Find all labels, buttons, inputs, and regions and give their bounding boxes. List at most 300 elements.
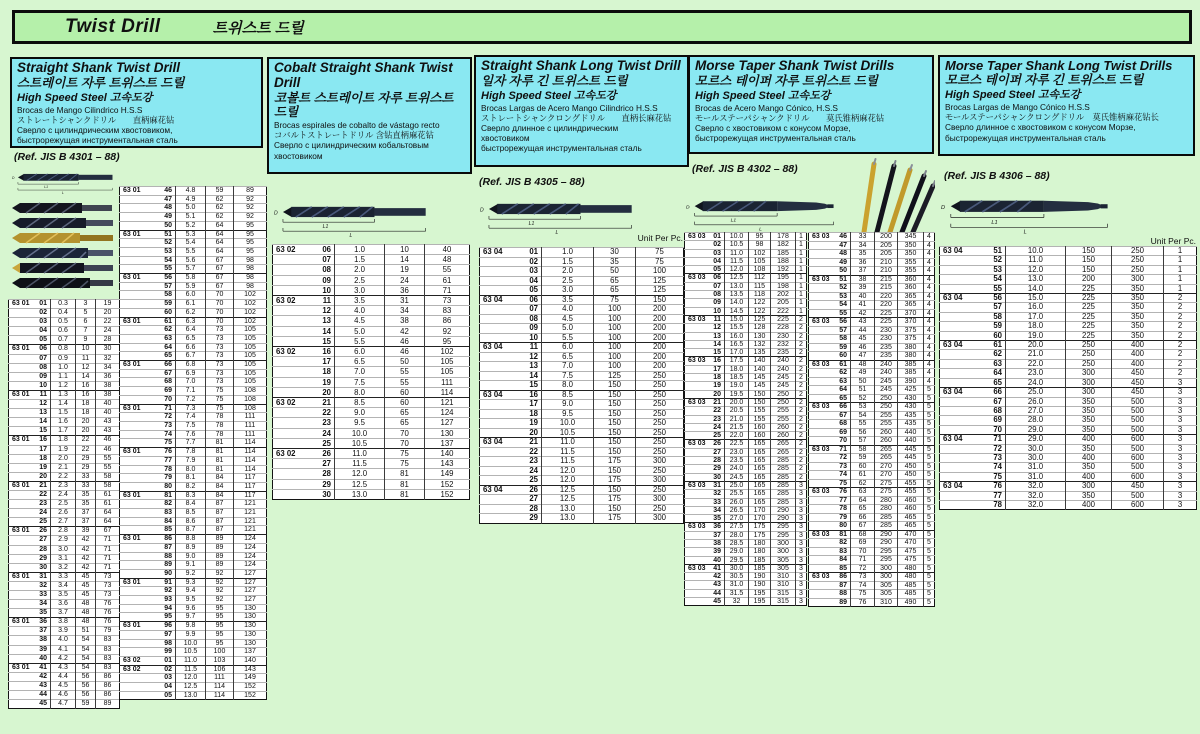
value-cell: 160 (749, 432, 771, 440)
value-cell: 250 (1066, 359, 1112, 368)
spec-table (808, 232, 935, 607)
value-cell: 89 (96, 700, 120, 709)
table-row (685, 249, 807, 257)
value-cell: 95 (234, 239, 267, 248)
value-cell: 2 (796, 382, 807, 390)
value-cell: 48 (76, 600, 96, 609)
code-cell: 63 01 06 (12, 345, 47, 353)
value-cell: 78 (206, 430, 234, 439)
value-cell: 465 (898, 513, 924, 522)
value-cell: 1 (796, 266, 807, 274)
value-cell: 75 (385, 459, 425, 469)
code-cell: 22 (39, 490, 47, 498)
value-cell: 13.0 (1006, 275, 1066, 284)
value-cell: 40 (96, 409, 120, 418)
value-cell: 83 (96, 663, 120, 672)
code-cell: 14 (39, 418, 47, 426)
value-cell: 455 (898, 488, 924, 497)
value-cell: 6.3 (176, 317, 206, 326)
table-row (120, 448, 267, 457)
value-cell: 117 (234, 491, 267, 500)
value-cell: 150 (594, 419, 636, 429)
value-cell: 65 (594, 276, 636, 286)
value-cell: 51 (851, 386, 875, 395)
code-cell: 10 (529, 333, 538, 342)
value-cell: 108 (234, 395, 267, 404)
value-cell: 98 (234, 274, 267, 283)
lang-line-russian-2: быстрорежущая инструментальная сталь (945, 132, 1106, 143)
value-cell: 16.0 (1006, 303, 1066, 312)
value-cell: 8.0 (542, 381, 594, 391)
code-cell: 63 01 96 (123, 622, 172, 630)
table-row (273, 428, 470, 438)
value-cell: 0.8 (51, 345, 76, 354)
value-cell: 5 (924, 386, 935, 395)
code-cell: 63 03 56 (812, 318, 847, 325)
value-cell: 165 (749, 465, 771, 473)
table-row (480, 324, 684, 334)
value-cell: 10 (76, 345, 96, 354)
table-row (273, 489, 470, 499)
value-cell: 54 (76, 663, 96, 672)
value-cell: 14 (385, 255, 425, 265)
code-cell: 57 (839, 326, 847, 334)
table-row (685, 398, 807, 406)
table-row (480, 514, 684, 524)
value-cell: 285 (771, 473, 796, 481)
table-row (685, 233, 807, 241)
value-cell: 18.0 (725, 365, 749, 373)
value-cell: 305 (771, 556, 796, 564)
table-row (480, 314, 684, 324)
value-cell: 4.0 (542, 305, 594, 315)
value-cell: 12.0 (176, 674, 206, 683)
value-cell: 22.0 (1006, 359, 1066, 368)
value-cell: 5.1 (176, 213, 206, 222)
value-cell: 250 (636, 428, 684, 438)
value-cell: 3 (1164, 406, 1197, 415)
value-cell: 300 (636, 514, 684, 524)
table-row (480, 343, 684, 353)
value-cell: 125 (749, 315, 771, 323)
value-cell: 23.0 (1006, 369, 1066, 378)
value-cell: 1.2 (51, 381, 76, 390)
value-cell: 1.9 (51, 445, 76, 454)
value-cell: 83 (425, 306, 470, 316)
section-title: Straight Shank Twist Drill (17, 60, 181, 75)
value-cell: 67 (851, 522, 875, 531)
value-cell: 265 (875, 445, 898, 454)
value-cell: 5 (924, 505, 935, 514)
value-cell: 150 (636, 295, 684, 305)
value-cell: 210 (875, 267, 898, 276)
value-cell: 67 (206, 265, 234, 274)
value-cell: 23.5 (725, 457, 749, 465)
value-cell: 13.0 (542, 514, 594, 524)
code-cell: 33 (713, 498, 721, 506)
code-cell: 20 (322, 387, 331, 397)
table-row (9, 481, 120, 490)
code-cell: 42 (713, 573, 721, 581)
value-cell: 39 (851, 284, 875, 293)
value-cell: 5 (924, 437, 935, 446)
code-cell: 08 (713, 291, 721, 299)
value-cell: 295 (875, 547, 898, 556)
table-row (120, 230, 267, 239)
value-cell: 48 (76, 618, 96, 627)
value-cell: 100 (594, 314, 636, 324)
value-cell: 11.5 (725, 257, 749, 265)
code-cell: 37 (713, 531, 721, 539)
value-cell: 235 (771, 349, 796, 357)
code-cell: 63 02 11 (276, 296, 331, 306)
value-cell: 16 (76, 390, 96, 399)
value-cell: 27.0 (725, 515, 749, 523)
value-cell: 12.5 (542, 485, 594, 495)
table-row (480, 371, 684, 381)
value-cell: 250 (636, 466, 684, 476)
value-cell: 98 (749, 241, 771, 249)
code-cell: 63 02 26 (276, 449, 331, 459)
value-cell: 149 (425, 469, 470, 479)
table-row (273, 357, 470, 367)
table-row (9, 518, 120, 527)
value-cell: 76 (96, 609, 120, 618)
table-row (9, 390, 120, 399)
value-cell: 35 (851, 250, 875, 259)
value-cell: 102 (234, 291, 267, 300)
value-cell: 6.6 (176, 343, 206, 352)
code-cell: 63 04 56 (943, 293, 1002, 303)
value-cell: 6.1 (176, 300, 206, 309)
code-cell: 03 (713, 249, 721, 257)
value-cell: 112 (749, 274, 771, 282)
code-cell: 64 (164, 343, 172, 351)
value-cell: 300 (1066, 482, 1112, 491)
table-row (9, 572, 120, 581)
value-cell: 450 (1112, 482, 1164, 491)
value-cell: 11.0 (725, 249, 749, 257)
table-row (120, 300, 267, 309)
value-cell: 300 (771, 548, 796, 556)
value-cell: 60 (385, 398, 425, 408)
value-cell: 2 (1164, 350, 1197, 359)
code-cell: 70 (839, 437, 847, 444)
code-cell: 64 (993, 368, 1002, 378)
value-cell: 38 (385, 316, 425, 326)
value-cell: 3 (796, 564, 807, 572)
value-cell: 470 (898, 530, 924, 539)
code-cell: 24 (322, 428, 331, 438)
value-cell: 250 (636, 400, 684, 410)
value-cell: 250 (636, 485, 684, 495)
value-cell: 240 (771, 365, 796, 373)
code-cell: 83 (839, 547, 847, 555)
value-cell: 114 (206, 691, 234, 700)
value-cell: 250 (636, 390, 684, 400)
value-cell: 3.4 (51, 581, 76, 590)
code-cell: 05 (713, 266, 721, 274)
value-cell: 245 (771, 382, 796, 390)
table-row (809, 420, 935, 429)
table-row (120, 221, 267, 230)
svg-text:L1: L1 (528, 220, 535, 227)
table-straight-shank-small (8, 299, 119, 709)
table-row (480, 305, 684, 315)
table-row (685, 498, 807, 506)
code-cell: 24 (713, 423, 721, 431)
value-cell: 127 (425, 418, 470, 428)
value-cell: 124 (234, 561, 267, 570)
section-title: Morse Taper Shank Long Twist Drills (945, 58, 1173, 73)
value-cell: 73 (96, 581, 120, 590)
value-cell: 4 (924, 267, 935, 276)
value-cell: 240 (771, 357, 796, 365)
value-cell: 600 (1112, 453, 1164, 462)
value-cell: 86 (96, 672, 120, 681)
code-cell: 29 (322, 479, 331, 489)
value-cell: 108 (749, 266, 771, 274)
value-cell: 3 (1164, 416, 1197, 425)
code-cell: 15 (713, 349, 721, 357)
value-cell: 73 (206, 361, 234, 370)
table-row (120, 569, 267, 578)
code-cell: 27 (713, 448, 721, 456)
value-cell: 10.5 (335, 438, 385, 448)
value-cell: 30.0 (1006, 444, 1066, 453)
table-row (809, 343, 935, 352)
table-row (940, 397, 1197, 406)
code-cell: 05 (39, 336, 47, 344)
value-cell: 250 (1066, 350, 1112, 359)
value-cell: 5.7 (176, 265, 206, 274)
value-cell: 385 (898, 360, 924, 369)
code-cell: 15 (529, 380, 538, 389)
value-cell: 465 (898, 522, 924, 531)
code-cell: 87 (164, 543, 172, 551)
value-cell: 28.0 (1006, 416, 1066, 425)
value-cell: 2 (796, 465, 807, 473)
value-cell: 20 (76, 418, 96, 427)
table-row (809, 377, 935, 386)
table-row (9, 691, 120, 700)
value-cell: 360 (898, 275, 924, 284)
value-cell: 230 (771, 332, 796, 340)
value-cell: 1.0 (51, 363, 76, 372)
value-cell: 100 (594, 305, 636, 315)
value-cell: 45 (851, 335, 875, 344)
value-cell: 2.5 (51, 500, 76, 509)
drill-photo-fan (850, 158, 935, 234)
code-cell: 79 (164, 474, 172, 482)
value-cell: 95 (206, 604, 234, 613)
value-cell: 64 (96, 518, 120, 527)
value-cell: 39 (76, 527, 96, 536)
code-cell: 63 02 01 (123, 656, 172, 664)
value-cell: 240 (875, 360, 898, 369)
value-cell: 9.1 (176, 561, 206, 570)
value-cell: 18.0 (1006, 322, 1066, 331)
value-cell: 16 (76, 381, 96, 390)
code-cell: 88 (839, 590, 847, 597)
code-cell: 63 04 76 (943, 481, 1002, 491)
value-cell: 9.6 (176, 604, 206, 613)
value-cell: 4 (924, 301, 935, 310)
code-cell: 65 (993, 378, 1002, 387)
value-cell: 63 (851, 488, 875, 497)
value-cell: 55 (425, 265, 470, 275)
code-cell: 22 (322, 408, 331, 418)
value-cell: 440 (898, 437, 924, 446)
table-row (940, 435, 1197, 444)
value-cell: 70 (206, 317, 234, 326)
value-cell: 60 (851, 462, 875, 471)
code-cell: 17 (39, 445, 47, 453)
value-cell: 75 (206, 395, 234, 404)
value-cell: 260 (771, 432, 796, 440)
table-row (9, 381, 120, 390)
table-row (120, 274, 267, 283)
value-cell: 15.0 (725, 315, 749, 323)
value-cell: 14.5 (725, 307, 749, 315)
value-cell: 81 (206, 456, 234, 465)
value-cell: 290 (875, 539, 898, 548)
value-cell: 300 (636, 476, 684, 486)
table-row (809, 513, 935, 522)
value-cell: 2.0 (51, 454, 76, 463)
value-cell: 2 (796, 357, 807, 365)
code-cell: 49 (839, 258, 847, 266)
value-cell: 1 (796, 257, 807, 265)
table-row (273, 316, 470, 326)
value-cell: 345 (898, 233, 924, 242)
value-cell: 68 (851, 530, 875, 539)
value-cell: 78 (206, 421, 234, 430)
table-row (273, 367, 470, 377)
value-cell: 64 (206, 247, 234, 256)
value-cell: 185 (771, 249, 796, 257)
table-row (9, 554, 120, 563)
value-cell: 385 (898, 369, 924, 378)
value-cell: 124 (234, 552, 267, 561)
value-cell: 200 (636, 352, 684, 362)
value-cell: 480 (898, 564, 924, 573)
value-cell: 114 (234, 448, 267, 457)
table-row (120, 526, 267, 535)
table-row (685, 581, 807, 589)
table-row (940, 284, 1197, 293)
table-row (809, 471, 935, 480)
value-cell: 3 (796, 515, 807, 523)
value-cell: 225 (1066, 284, 1112, 293)
code-cell: 09 (529, 323, 538, 332)
value-cell: 83 (96, 636, 120, 645)
value-cell: 14.0 (1006, 284, 1066, 293)
value-cell: 6.0 (542, 343, 594, 353)
code-cell: 54 (839, 301, 847, 308)
value-cell: 137 (425, 438, 470, 448)
value-cell: 460 (898, 496, 924, 505)
value-cell: 70 (385, 428, 425, 438)
value-cell: 73 (206, 326, 234, 335)
code-cell: 74 (993, 462, 1002, 472)
code-cell: 39 (39, 645, 47, 653)
code-cell: 07 (39, 354, 47, 362)
value-cell: 140 (749, 365, 771, 373)
value-cell: 8.5 (176, 509, 206, 518)
table-row (809, 386, 935, 395)
value-cell: 50 (385, 357, 425, 367)
section-subtitle: High Speed Steel 고속도강 (17, 91, 153, 104)
code-cell: 12 (713, 324, 721, 332)
code-cell: 24 (529, 466, 538, 475)
svg-text:L1: L1 (44, 184, 48, 189)
table-row (120, 361, 267, 370)
table-row (120, 474, 267, 483)
table-row (685, 531, 807, 539)
code-cell: 63 02 21 (276, 398, 331, 408)
value-cell: 9.8 (176, 622, 206, 631)
table-row (9, 681, 120, 690)
value-cell: 5.8 (176, 274, 206, 283)
value-cell: 15.5 (725, 324, 749, 332)
value-cell: 3 (1164, 444, 1197, 453)
code-cell: 63 01 26 (12, 527, 47, 535)
table-row (120, 517, 267, 526)
value-cell: 220 (875, 292, 898, 301)
value-cell: 6.7 (176, 352, 206, 361)
svg-text:D: D (686, 205, 690, 211)
code-cell: 02 (39, 309, 47, 317)
code-cell: 52 (164, 239, 172, 247)
drill-photo-strip (10, 200, 116, 296)
value-cell: 10.5 (542, 428, 594, 438)
value-cell: 61 (96, 490, 120, 499)
code-cell: 85 (839, 564, 847, 572)
value-cell: 500 (1112, 406, 1164, 415)
value-cell: 92 (206, 587, 234, 596)
code-cell: 28 (713, 457, 721, 465)
value-cell: 445 (898, 454, 924, 463)
table-row (9, 418, 120, 427)
value-cell: 73 (206, 334, 234, 343)
value-cell: 30 (594, 248, 636, 258)
code-cell: 10 (322, 285, 331, 295)
table-row (685, 241, 807, 249)
table-row (809, 547, 935, 556)
lang-line-russian: Сверло с цилиндрическим кобальтовым (274, 140, 429, 151)
table-row (685, 374, 807, 382)
value-cell: 102 (234, 308, 267, 317)
value-cell: 4 (924, 326, 935, 335)
code-cell: 07 (529, 304, 538, 313)
table-row (685, 548, 807, 556)
lang-line-spanish: Brocas Largas de Mango Cónico H.S.S (945, 102, 1090, 113)
table-row (9, 436, 120, 445)
table-row (940, 303, 1197, 312)
value-cell: 225 (1066, 312, 1112, 321)
code-cell: 19 (39, 463, 47, 471)
value-cell: 75 (851, 590, 875, 599)
table-row (273, 398, 470, 408)
table-row (809, 403, 935, 412)
value-cell: 35 (76, 500, 96, 509)
value-cell: 81 (385, 489, 425, 499)
code-cell: 04 (529, 276, 538, 285)
value-cell: 1.4 (51, 400, 76, 409)
value-cell: 29 (76, 463, 96, 472)
section-title-korean: 모르스 테이퍼 자루 트위스트 드릴 (695, 73, 878, 88)
